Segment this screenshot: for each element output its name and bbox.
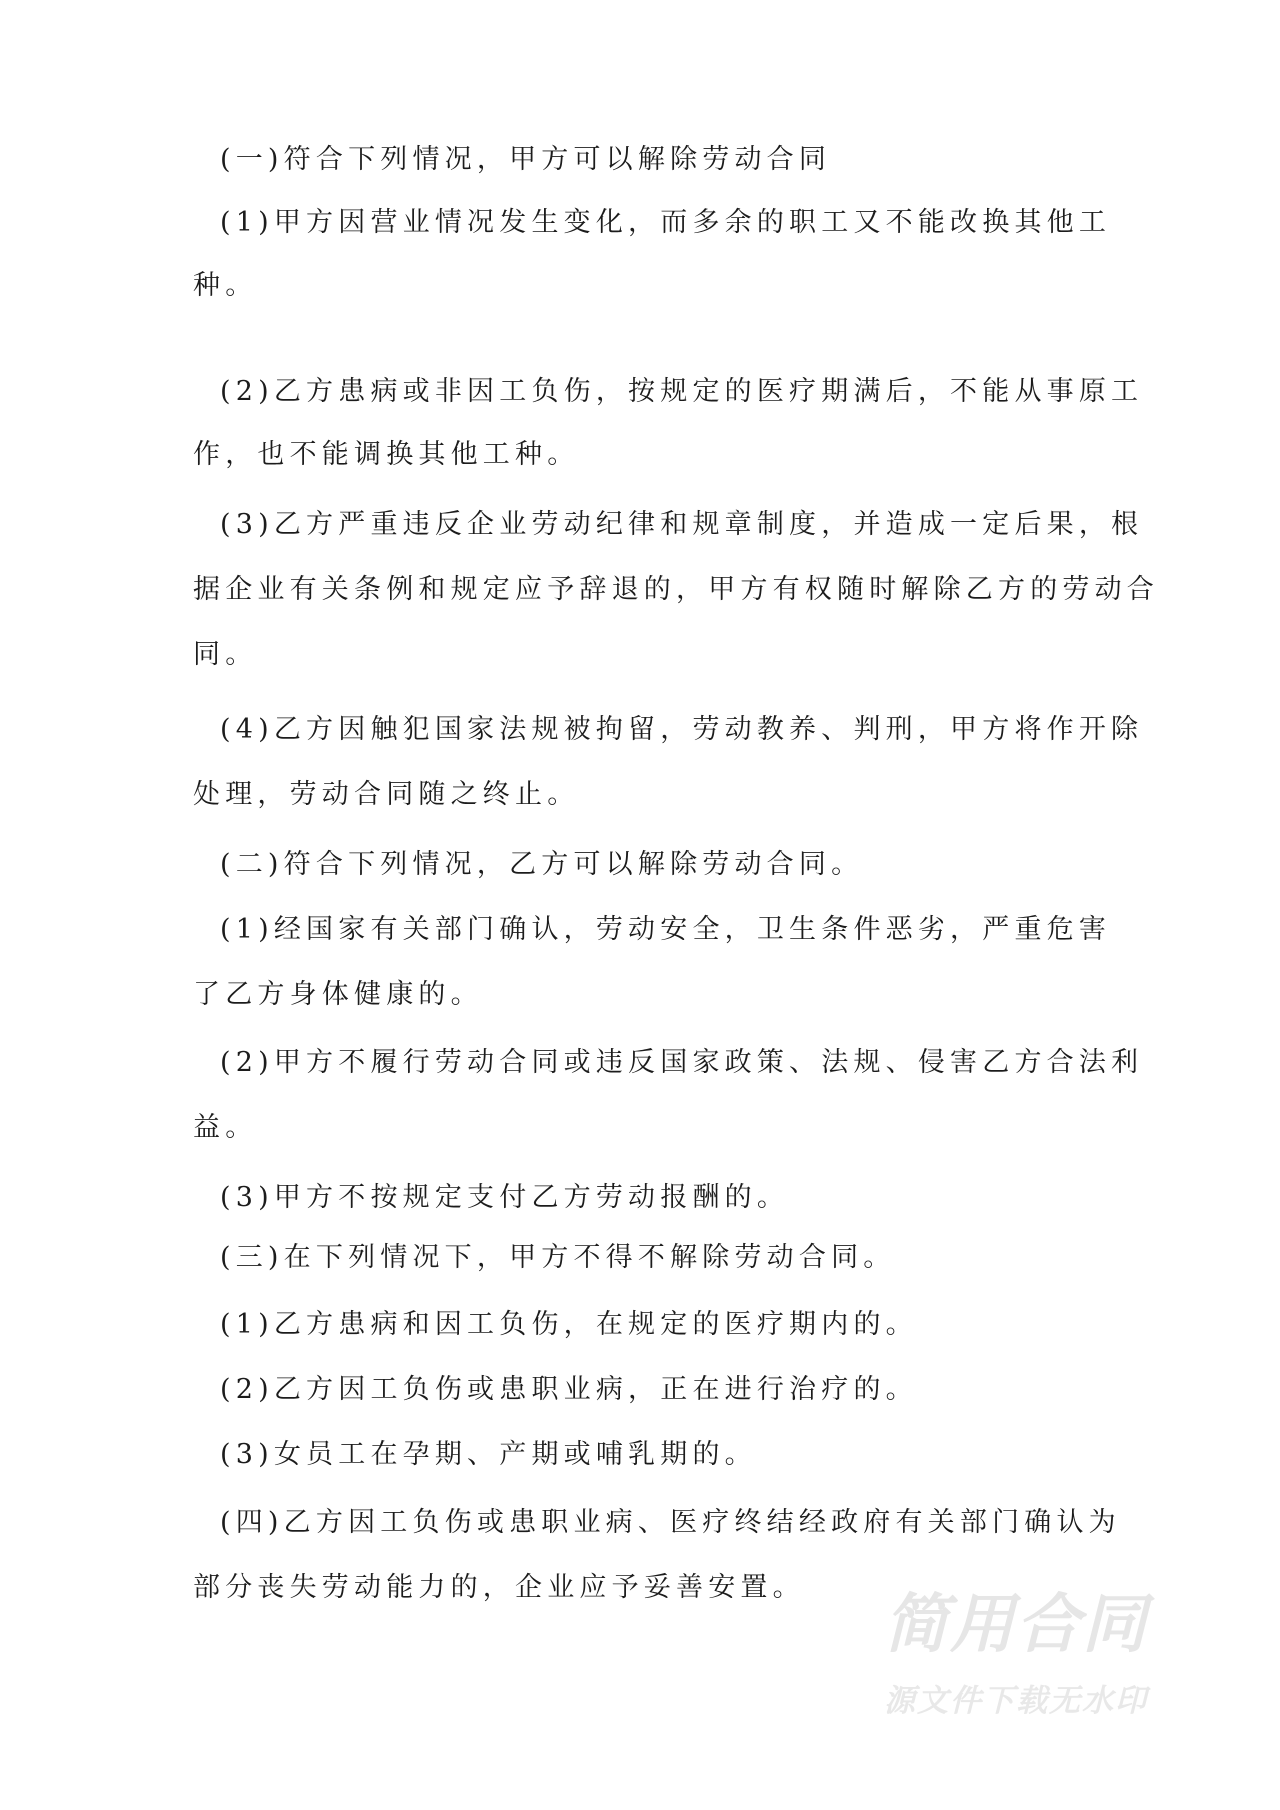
paragraph-continuation-line: 部分丧失劳动能力的，企业应予妥善安置。: [193, 1572, 805, 1603]
paragraph-line: (四)乙方因工负伤或患职业病、医疗终结经政府有关部门确认为: [220, 1507, 1121, 1538]
paragraph-line: (1)甲方因营业情况发生变化，而多余的职工又不能改换其他工: [220, 207, 1112, 238]
paragraph-line: (一)符合下列情况，甲方可以解除劳动合同: [220, 144, 832, 175]
paragraph-continuation-line: 据企业有关条例和规定应予辞退的，甲方有权随时解除乙方的劳动合: [193, 574, 1159, 605]
paragraph-continuation-line: 了乙方身体健康的。: [193, 979, 483, 1010]
paragraph-continuation-line: 益。: [193, 1112, 258, 1143]
paragraph-line: (4)乙方因触犯国家法规被拘留，劳动教养、判刑，甲方将作开除: [220, 714, 1144, 745]
paragraph-line: (二)符合下列情况，乙方可以解除劳动合同。: [220, 849, 864, 880]
paragraph-line: (2)甲方不履行劳动合同或违反国家政策、法规、侵害乙方合法利: [220, 1047, 1144, 1078]
paragraph-line: (2)乙方因工负伤或患职业病，正在进行治疗的。: [220, 1374, 918, 1405]
paragraph-line: (3)甲方不按规定支付乙方劳动报酬的。: [220, 1182, 790, 1213]
paragraph-continuation-line: 同。: [193, 639, 258, 670]
paragraph-line: (3)女员工在孕期、产期或哺乳期的。: [220, 1439, 757, 1470]
paragraph-continuation-line: 种。: [193, 270, 258, 301]
watermark-subtitle: 源文件下载无水印: [884, 1683, 1148, 1719]
watermark-title: 简用合同: [884, 1588, 1148, 1662]
paragraph-line: (3)乙方严重违反企业劳动纪律和规章制度，并造成一定后果，根: [220, 509, 1144, 540]
paragraph-line: (三)在下列情况下，甲方不得不解除劳动合同。: [220, 1242, 896, 1273]
paragraph-continuation-line: 处理，劳动合同随之终止。: [193, 779, 580, 810]
paragraph-line: (2)乙方患病或非因工负伤，按规定的医疗期满后，不能从事原工: [220, 376, 1144, 407]
paragraph-line: (1)乙方患病和因工负伤，在规定的医疗期内的。: [220, 1309, 918, 1340]
paragraph-line: (1)经国家有关部门确认，劳动安全，卫生条件恶劣，严重危害: [220, 914, 1112, 945]
paragraph-continuation-line: 作，也不能调换其他工种。: [193, 439, 580, 470]
